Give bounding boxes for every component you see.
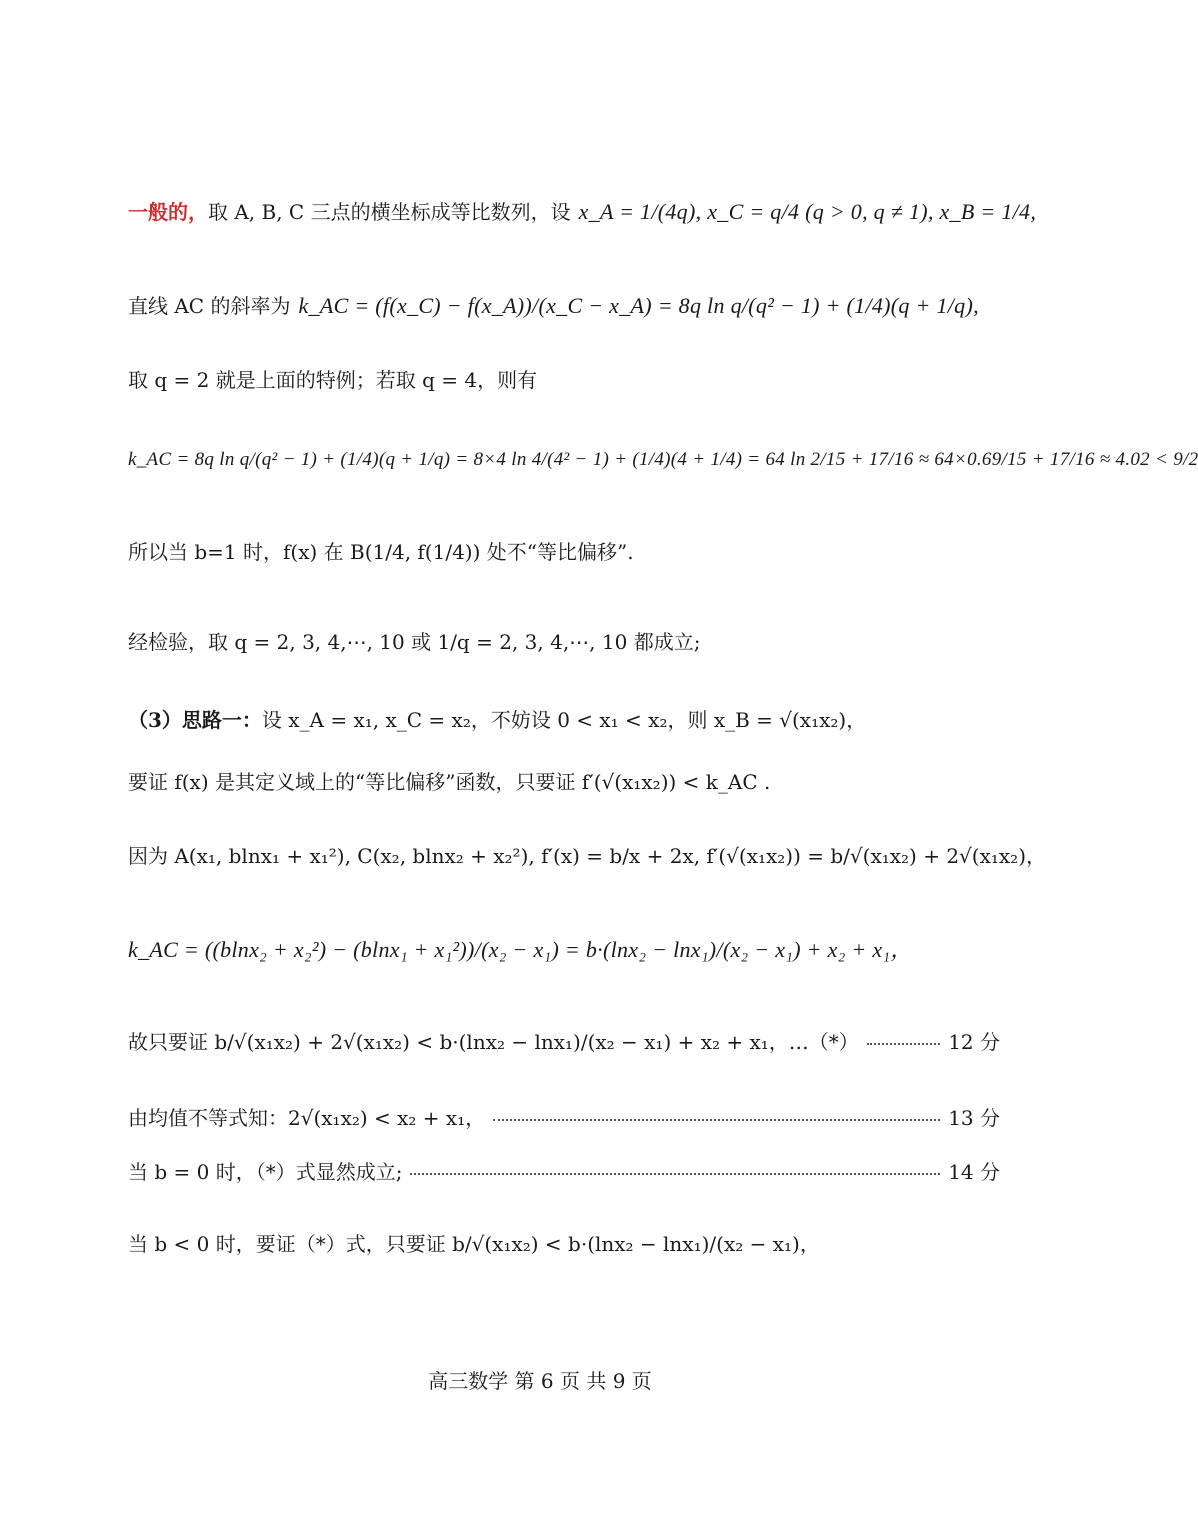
line-7-text: 设 x_A = x₁, x_C = x₂，不妨设 0 < x₁ < x₂，则 x_B = √(x₁x₂)， bbox=[261, 708, 867, 732]
line-8 bbox=[128, 768, 1000, 796]
score-14: 14 分 bbox=[948, 1160, 1000, 1184]
line-12 bbox=[128, 1104, 1000, 1132]
leader-dots bbox=[493, 1119, 940, 1121]
line-3-text: 取 q = 2 就是上面的特例；若取 q = 4，则有 bbox=[128, 368, 538, 392]
line-2 bbox=[128, 292, 1000, 320]
line-10-math: k_AC = ((blnx₂ + x₂²) − (blnx₁ + x₁²))/(x₂ − x₁) = b·(lnx₂ − lnx₁)/(x₂ − x₁) + x₂ + x₁， bbox=[128, 937, 913, 962]
line-9-text: 因为 A(x₁, blnx₁ + x₁²), C(x₂, blnx₂ + x₂²), f′(x) = b/x + 2x, f′(√(x₁x₂)) = b/√(x₁x₂) + 2√(x₁x₂)， bbox=[128, 844, 1046, 868]
line-13 bbox=[128, 1158, 1000, 1186]
line-1 bbox=[128, 198, 1037, 226]
score-12: 12 分 bbox=[948, 1030, 1000, 1054]
score-13: 13 分 bbox=[948, 1106, 1000, 1130]
leader-dots bbox=[867, 1043, 940, 1045]
line-11-text: 故只要证 b/√(x₁x₂) + 2√(x₁x₂) < b·(lnx₂ − lnx₁)/(x₂ − x₁) + x₂ + x₁，…（*） bbox=[128, 1030, 859, 1054]
line-2-math: k_AC = (f(x_C) − f(x_A))/(x_C − x_A) = 8q ln q/(q² − 1) + (1/4)(q + 1/q), bbox=[298, 293, 979, 318]
line-14-text: 当 b < 0 时，要证（*）式，只要证 b/√(x₁x₂) < b·(lnx₂ − lnx₁)/(x₂ − x₁)， bbox=[128, 1232, 820, 1256]
line-1-math: x_A = 1/(4q), x_C = q/4 (q > 0, q ≠ 1), x_B = 1/4, bbox=[578, 199, 1037, 224]
line-11 bbox=[128, 1028, 1000, 1056]
line-13-text: 当 b = 0 时，（*）式显然成立; bbox=[128, 1160, 403, 1184]
line-6-text: 经检验，取 q = 2, 3, 4,⋯, 10 或 1/q = 2, 3, 4,⋯, 10 都成立; bbox=[128, 630, 701, 654]
line-3 bbox=[128, 366, 1000, 394]
line-1-text: 取 A, B, C 三点的横坐标成等比数列，设 bbox=[208, 200, 571, 224]
line-7 bbox=[128, 706, 1000, 734]
leader-dots bbox=[410, 1173, 940, 1175]
line-12-text: 由均值不等式知：2√(x₁x₂) < x₂ + x₁， bbox=[128, 1106, 486, 1130]
line-4 bbox=[128, 446, 1198, 474]
general-case-heading: 一般的， bbox=[128, 200, 208, 224]
line-10 bbox=[128, 936, 1000, 964]
approach-one-heading: （3）思路一： bbox=[128, 708, 262, 732]
line-5-text: 所以当 b=1 时，f(x) 在 B(1/4, f(1/4)) 处不“等比偏移”. bbox=[128, 540, 634, 564]
page-footer: 高三数学 第 6 页 共 9 页 bbox=[428, 1369, 652, 1393]
line-5 bbox=[128, 538, 1000, 566]
line-6 bbox=[128, 628, 1000, 656]
line-2-text: 直线 AC 的斜率为 bbox=[128, 294, 291, 318]
line-8-text: 要证 f(x) 是其定义域上的“等比偏移”函数，只要证 f′(√(x₁x₂)) < k_AC . bbox=[128, 770, 771, 794]
line-9 bbox=[128, 842, 1046, 870]
line-14 bbox=[128, 1230, 1000, 1258]
line-4-math: k_AC = 8q ln q/(q² − 1) + (1/4)(q + 1/q) = 8×4 ln 4/(4² − 1) + (1/4)(4 + 1/4) = 64 ln 2/15 + 17/16 ≈ 64×0.69/15 + 17/16 ≈ 4.02 < 9/2 bbox=[128, 449, 1198, 470]
